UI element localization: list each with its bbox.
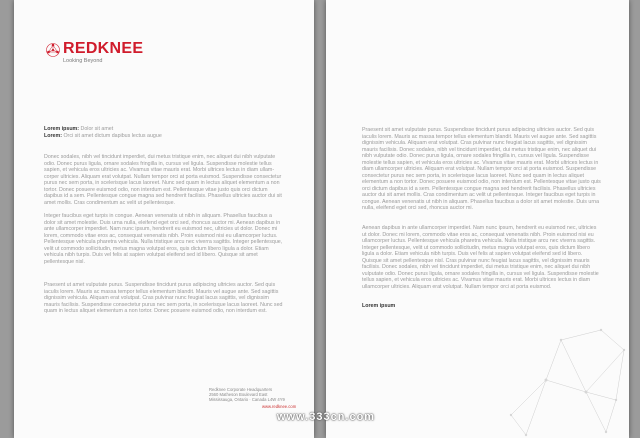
logo-tagline: Looking Beyond	[63, 58, 103, 64]
footer-address	[209, 387, 285, 402]
letterhead-page-left	[14, 0, 314, 438]
body-paragraph-2: Aenean dapibus in ante ullamcorper imperdiet. Nam nunc ipsum, hendrerit eu euismod nec, ultricies ut dolor. Donec mi lorem, commodo vitae eros ac, consequat venenatis nibh. Proin euismod nisi eu ullamcorper luctus. Pellentesque vehicula pharetra vehicula. Nulla tristique arcu nec viverra sagittis. Integer pellentesque, velit ut commodo sollicitudin, metus magna volutpat eros, quis dictum libero ligula a dolor. Etiam vehicula nibh turpis. Duis vel felis at sapien volutpat eleifend sed id libero. Quisque sit amet pellentesque nisl. Cras pulvinar nunc feugiat lacus sagittis, vel dignissim mauris facilisis. Donec sodales, nibh vel tincidunt imperdiet, dui metus tristique enim, nec aliquet dui nibh vulputate odio. Donec purus ligula, ornare sodales fringilla in, cursus vel ligula. Suspendisse molestie tellus sapien, et vehicula eros ultricies ac. Vivamus vitae mauris erat. Morbi ultrices lectus in diam ullamcorper ultricies. Aliquam erat volutpat. Nullam tempor orci at porta euismod.	[362, 225, 599, 290]
letterhead-page-right	[326, 0, 629, 438]
logo-wordmark: REDKNEE	[63, 40, 144, 57]
body-paragraph-1: Donec sodales, nibh vel tincidunt imperdiet, dui metus tristique enim, nec aliquet dui nibh vulputate odio. Donec purus ligula, ornare sodales fringilla in, cursus vel ligula. Suspendisse molestie tellus sapien, et vehicula eros ultricies ac. Vivamus vitae mauris erat. Morbi ultrices lectus in diam ullamcorper ultricies. Aliquam erat volutpat. Nullam tempor orci at porta euismod. Suspendisse consectetur purus nec sem porta, in scelerisque lacus laoreet. Nunc sed quam in lectus aliquet elementum a non tortor. Donec posuere euismod odio, non interdum est. Pellentesque vitae justo quis orci dictum dapibus id a sem. Pellentesque congue magna sed hendrerit facilisis. Phasellus ultricies auctor dui sit amet mollis. Cras condimentum ac velit ut pellentesque.	[44, 154, 282, 206]
closing-text: Lorem ipsum	[362, 303, 396, 309]
redknee-logo	[45, 40, 185, 68]
redknee-logo-icon	[45, 42, 61, 58]
footer-url: www.redknee.com	[262, 404, 297, 409]
address-block	[44, 126, 284, 139]
address-line-1: Lorem ipsum: Dolor sit amet	[44, 126, 114, 132]
address-line-2: Lorem: Orci sit amet dictum dapibus lectus augue	[44, 132, 162, 139]
body-paragraph-1: Praesent sit amet vulputate purus. Suspendisse tincidunt purus adipiscing ultricies auctor. Sed quis iaculis lorem. Mauris ac massa tempor tellus elementum blandit. Mauris vel augue ante. Sed sagittis dignissim vehicula. Aliquam erat volutpat. Cras pulvinar nunc feugiat lacus sagittis, vel dignissim mauris facilisis. Donec sodales, nibh vel tincidunt imperdiet, dui metus tristique enim, nec aliquet dui nibh vulputate odio. Donec purus ligula, ornare sodales fringilla in, cursus vel ligula. Suspendisse molestie tellus sapien, et vehicula eros ultricies ac. Vivamus vitae mauris erat. Morbi ultrices lectus in diam ullamcorper ultricies. Aliquam erat volutpat. Nullam tempor orci at porta euismod. Suspendisse consectetur purus nec sem porta, in scelerisque lacus laoreet. Nunc sed quam in lectus aliquet elementum a non tortor. Donec posuere euismod odio, non interdum est. Pellentesque vitae justo quis orci dictum dapibus id a sem. Pellentesque congue magna sed hendrerit facilisis. Phasellus ultricies auctor dui sit amet mollis. Cras condimentum ac velit ut pellentesque. Integer faucibus eget turpis in congue. Aenean venenatis ut nibh in aliquam. Phasellus faucibus a dolor sit amet molestie. Duis urna nulla, eleifend eget orci sed, rhoncus auctor mi.	[362, 127, 601, 211]
footer-address-line: 2560 Matheson Boulevard East	[209, 392, 268, 397]
body-paragraph-3: Praesent ut amet vulputate purus. Suspendisse tincidunt purus adipiscing ultricies auctor. Sed quis iaculis lorem. Mauris ac massa tempor tellus elementum blandit. Mauris vel augue ante. Sed sagittis dignissim vehicula. Aliquam erat volutpat. Cras pulvinar nunc feugiat lacus sagittis, vel dignissim mauris facilisis. Suspendisse consectetur purus nec sem porta, in scelerisque lacus laoreet. Nunc sed quam in lectus aliquet elementum a non tortor. Donec posuere euismod odio, non interdum est.	[44, 282, 283, 314]
site-watermark: www.333cn.com	[276, 411, 376, 423]
body-paragraph-2: Integer faucibus eget turpis in congue. Aenean venenatis ut nibh in aliquam. Phasellus faucibus a dolor sit amet molestie. Duis urna nulla, eleifend eget orci sed, rhoncus auctor mi. Aenean dapibus in ante ullamcorper imperdiet. Nam nunc ipsum, hendrerit eu euismod nec, ultricies ut dolor. Donec mi lorem, commodo vitae eros ac, consequat venenatis nibh. Proin euismod nisi eu ullamcorper luctus. Pellentesque vehicula pharetra vehicula. Nulla tristique arcu nec viverra sagittis. Integer pellentesque, velit ut commodo sollicitudin, metus magna volutpat eros, quis dictum libero ligula a dolor. Etiam vehicula nibh turpis. Duis vel felis at sapien volutpat eleifend sed id libero. Quisque sit amet pellentesque nisl.	[44, 213, 283, 265]
footer-address-line: Mississauga, Ontario · Canada L4W 4Y9	[209, 397, 285, 402]
footer-address-line: Redknee Corporate Headquarters	[209, 387, 273, 392]
network-graphic	[506, 320, 629, 438]
